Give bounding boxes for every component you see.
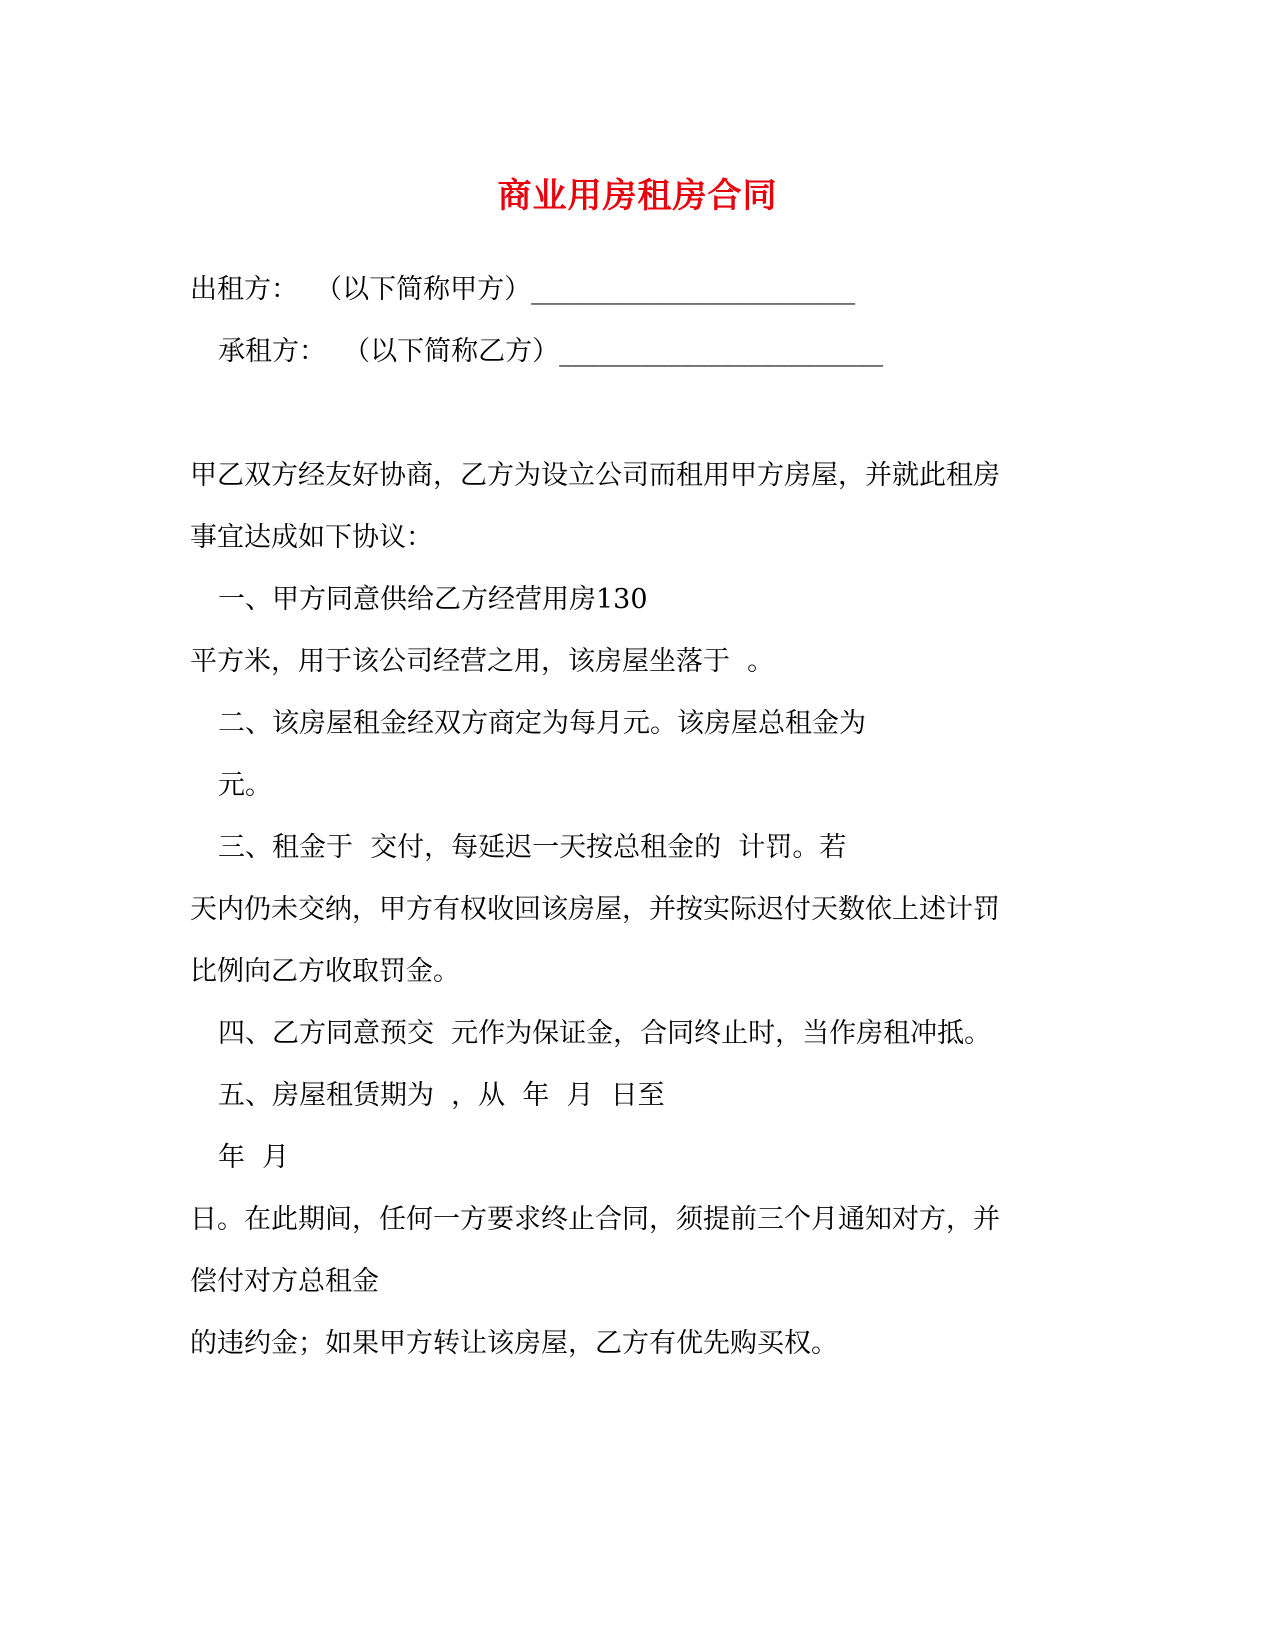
lessor-line: 出租方： （以下简称甲方）________________________ xyxy=(190,274,856,305)
clause-2-line-1: 二、该房屋租金经双方商定为每月元。该房屋总租金为 xyxy=(218,708,866,739)
clause-5-line-5: 的违约金；如果甲方转让该房屋，乙方有优先购买权。 xyxy=(190,1328,838,1359)
clause-5-line-4: 偿付对方总租金 xyxy=(190,1266,379,1297)
clause-5-line-1: 五、房屋租赁期为 ，从 年 月 日至 xyxy=(218,1080,665,1111)
clause-5-line-3: 日。在此期间，任何一方要求终止合同，须提前三个月通知对方，并 xyxy=(190,1204,1000,1235)
clause-1-line-2: 平方米，用于该公司经营之用，该房屋坐落于 。 xyxy=(190,646,775,677)
clause-3-line-2: 天内仍未交纳，甲方有权收回该房屋，并按实际迟付天数依上述计罚 xyxy=(190,894,1000,925)
preamble-line-1: 甲乙双方经友好协商，乙方为设立公司而租用甲方房屋，并就此租房 xyxy=(190,460,1000,491)
clause-3-line-3: 比例向乙方收取罚金。 xyxy=(190,956,460,987)
lessee-line: 承租方： （以下简称乙方）________________________ xyxy=(218,336,884,367)
preamble-line-2: 事宜达成如下协议： xyxy=(190,522,433,553)
clause-5-line-2: 年 月 xyxy=(218,1142,290,1173)
contract-title: 商业用房租房合同 xyxy=(497,176,778,216)
clause-2-line-2: 元。 xyxy=(218,770,272,801)
clause-3-line-1: 三、租金于 交付，每延迟一天按总租金的 计罚。若 xyxy=(218,832,847,863)
clause-4-line-1: 四、乙方同意预交 元作为保证金，合同终止时，当作房租冲抵。 xyxy=(218,1018,992,1049)
clause-1-line-1: 一、甲方同意供给乙方经营用房130 xyxy=(218,584,648,615)
